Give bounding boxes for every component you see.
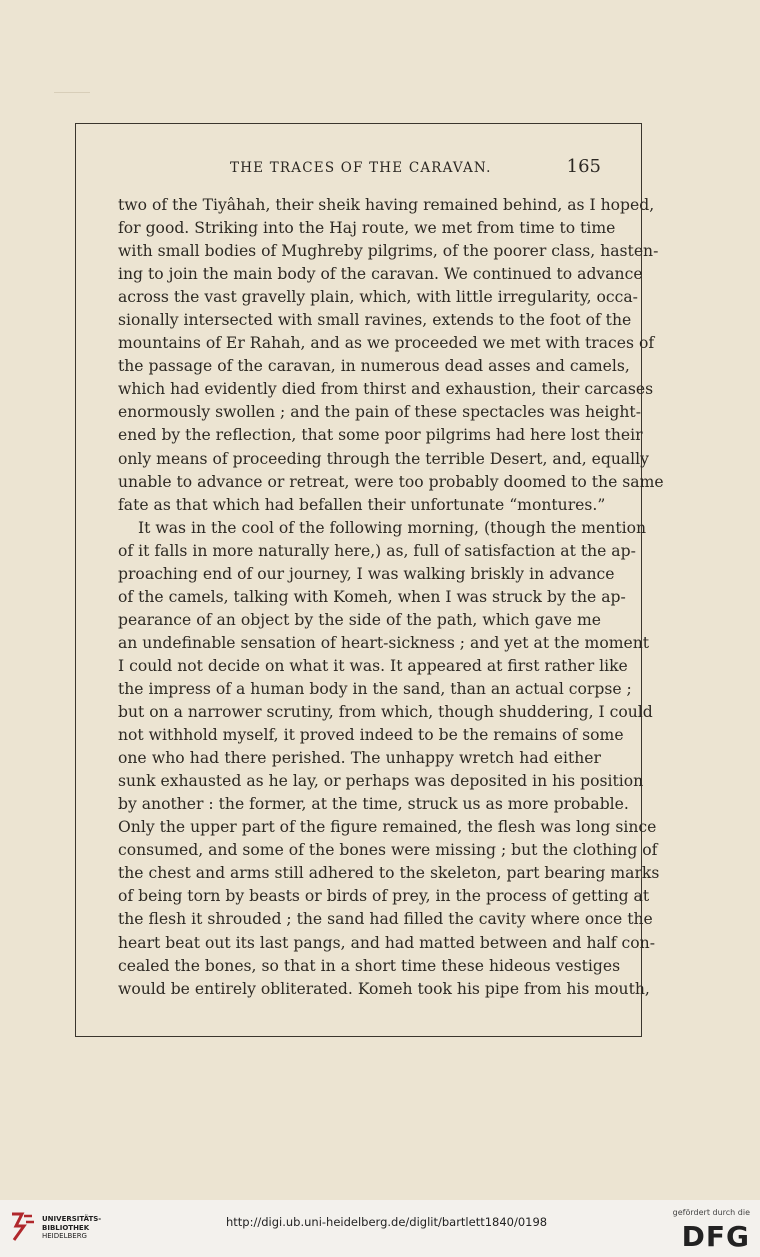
text-line: the chest and arms still adhered to the skeleton, part bearing marks [118, 864, 660, 883]
text-line: the flesh it shrouded ; the sand had filled the cavity where once the [118, 910, 653, 929]
text-line: consumed, and some of the bones were missing ; but the clothing of [118, 841, 658, 860]
text-line: but on a narrower scrutiny, from which, though shuddering, I could [118, 703, 653, 722]
text-line: mountains of Er Rahah, and as we proceeded we met with traces of [118, 334, 655, 353]
text-line: sionally intersected with small ravines, extends to the foot of the [118, 311, 632, 330]
text-line: an undefinable sensation of heart-sickness ; and yet at the moment [118, 633, 650, 652]
body-text [118, 194, 664, 1001]
text-line: ened by the reflection, that some poor pilgrims had here lost their [118, 426, 643, 445]
page-number: 165 [566, 156, 601, 177]
text-line: enormously swollen ; and the pain of these spectacles was height- [118, 403, 641, 422]
text-line: heart beat out its last pangs, and had matted between and half con- [118, 933, 655, 952]
text-line: It was in the cool of the following morning, (though the mention [138, 518, 647, 537]
paragraph-2 [118, 517, 660, 1001]
text-line: cealed the bones, so that in a short time these hideous vestiges [118, 956, 621, 975]
text-line: would be entirely obliterated. Komeh took his pipe from his mouth, [118, 979, 650, 998]
university-library-logo-icon [8, 1210, 36, 1242]
text-line: only means of proceeding through the terrible Desert, and, equally [118, 449, 649, 468]
library-name [42, 1215, 101, 1241]
dfg-funding-block [660, 1208, 750, 1253]
running-title: THE TRACES OF THE CARAVAN. [230, 160, 492, 176]
text-line: not withhold myself, it proved indeed to be the remains of some [118, 726, 624, 745]
library-name-line-3: HEIDELBERG [42, 1232, 87, 1240]
text-line: across the vast gravelly plain, which, with little irregularity, occa- [118, 288, 638, 307]
library-name-line-2: BIBLIOTHEK [42, 1223, 90, 1232]
text-line: the impress of a human body in the sand, than an actual corpse ; [118, 679, 632, 698]
text-line: the passage of the caravan, in numerous dead asses and camels, [118, 357, 630, 376]
funded-by-label: gefördert durch die [672, 1208, 750, 1217]
text-line: sunk exhausted as he lay, or perhaps was deposited in his position [118, 772, 644, 791]
text-line: of being torn by beasts or birds of prey, in the process of getting at [118, 887, 650, 906]
text-line: by another : the former, at the time, struck us as more probable. [118, 795, 629, 814]
text-line: of it falls in more naturally here,) as, full of satisfaction at the ap- [118, 541, 636, 560]
text-line: Only the upper part of the figure remained, the flesh was long since [118, 818, 657, 837]
library-name-line-1: UNIVERSITÄTS- [42, 1215, 102, 1223]
text-line: I could not decide on what it was. It appeared at first rather like [118, 656, 628, 675]
text-line: two of the Tiyâhah, their sheik having remained behind, as I hoped, [118, 196, 655, 214]
source-url-link[interactable]: http://digi.ub.uni-heidelberg.de/diglit/bartlett1840/0198 [226, 1215, 548, 1229]
page-header [118, 156, 601, 180]
faint-rule-mark [54, 92, 90, 93]
text-line: unable to advance or retreat, were too probably doomed to the same [118, 472, 664, 491]
text-line: ing to join the main body of the caravan. We continued to advance [118, 265, 643, 284]
text-line: for good. Striking into the Haj route, we met from time to time [118, 219, 616, 238]
text-line: pearance of an object by the side of the path, which gave me [118, 610, 601, 629]
text-line: which had evidently died from thirst and exhaustion, their carcases [118, 380, 654, 399]
text-line: fate as that which had befallen their unfortunate “montures.” [118, 495, 606, 514]
text-line: proaching end of our journey, I was walking briskly in advance [118, 564, 615, 583]
paragraph-1 [118, 194, 664, 517]
text-line: with small bodies of Mughreby pilgrims, of the poorer class, hasten- [118, 242, 659, 261]
text-line: of the camels, talking with Komeh, when I was struck by the ap- [118, 587, 626, 606]
dfg-logo: DFG [681, 1220, 750, 1253]
digitization-footer [0, 1200, 760, 1257]
text-line: one who had there perished. The unhappy wretch had either [118, 749, 601, 768]
